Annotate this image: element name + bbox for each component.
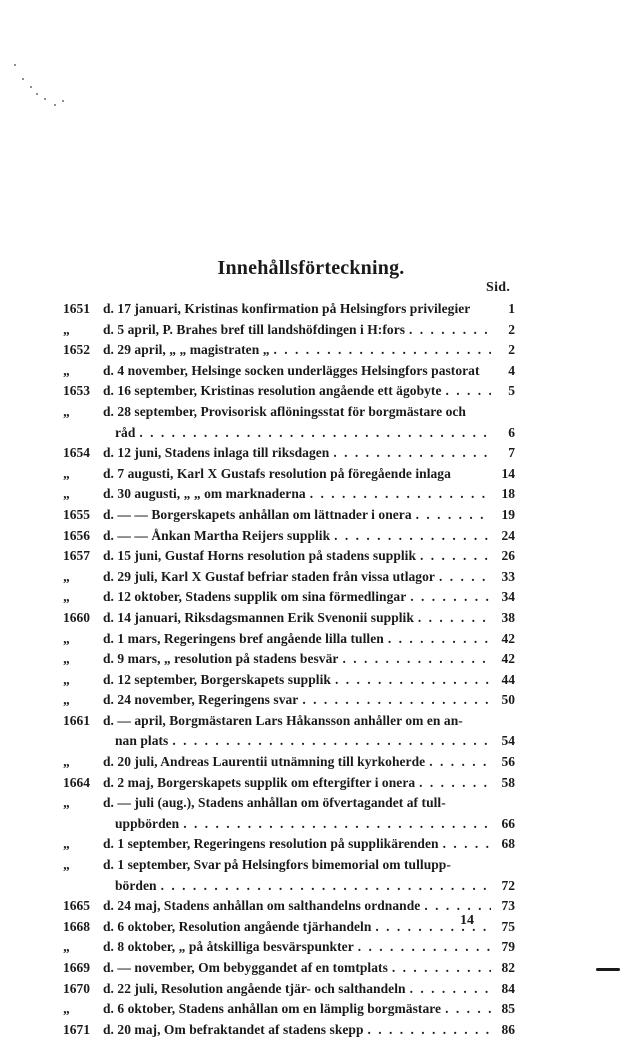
toc-entry-page: 24 [501,527,515,543]
leader-dots [388,958,491,979]
toc-entry-page: 42 [501,651,515,667]
leader-dots [354,937,491,958]
leader-dots [168,731,491,752]
toc-entry-year: 1665 [63,898,90,914]
toc-entry-text: d. 1 mars, Regeringens bref angående lilla tullen [103,630,384,646]
toc-entry-line [103,834,515,855]
leader-dots [157,876,491,897]
toc-entry-text: d. — juli (aug.), Stadens anhållan om öfvertagandet af tull- [103,795,446,811]
toc-entry-body [103,670,515,691]
toc-entry-line [103,690,515,711]
toc-entry-year: 1655 [63,506,90,522]
toc-entry-body [103,299,515,320]
toc-entry-body [103,690,515,711]
toc-entry-line [103,937,515,958]
page-title: Innehållsförteckning. [217,257,405,279]
toc-entry [63,526,515,547]
toc-entry-line [103,567,515,588]
footer-page-number: 14 [460,913,474,928]
margin-dash [596,968,620,971]
toc-entry-year: „ [63,465,70,481]
leader-dots [441,999,491,1020]
toc-entry-line [103,299,515,320]
toc-entry [63,937,515,958]
toc-entry [63,855,515,896]
toc-entry-page: 18 [501,486,515,502]
toc-entry-text: d. 12 september, Borgerskapets supplik [103,671,331,687]
toc-entry [63,958,515,979]
toc-entry-line [103,999,515,1020]
toc-entry-line [103,917,515,938]
toc-entry-page: 1 [508,301,515,316]
toc-entry-page: 38 [501,609,515,625]
toc-entry-line [103,649,515,670]
toc-entry-text: d. 30 augusti, „ „ om marknaderna [103,486,306,502]
toc-entry-text: d. 2 maj, Borgerskapets supplik om eftergifter i onera [103,774,416,790]
toc-entry-line [103,773,515,794]
toc-entry-page: 50 [501,692,515,708]
toc-entry-year: 1668 [63,918,90,934]
toc-entry-body [103,484,515,505]
toc-entry [63,484,515,505]
toc-entry-page: 33 [501,568,515,584]
toc-entry-text: d. 12 oktober, Stadens supplik om sina förmedlingar [103,589,407,605]
toc-entry-text: d. 12 juni, Stadens inlaga till riksdagen [103,445,330,461]
toc-entry [63,711,515,752]
toc-entry-page: 26 [501,548,515,564]
toc-entry-text: uppbörden [115,815,180,831]
toc-entry-page: 6 [508,424,515,440]
toc-entry-text: d. 6 oktober, Resolution angående tjärhandeln [103,918,372,934]
toc-entry-line [103,731,515,752]
leader-dots [298,690,491,711]
toc-entry [63,979,515,1000]
leader-dots [364,1020,491,1040]
scan-specks [0,60,80,120]
toc-entry-year: 1660 [63,609,90,625]
toc-entry-page: 44 [501,671,515,687]
toc-entry-page: 85 [501,1001,515,1017]
toc-entry-body [103,1020,515,1040]
toc-entry-year: 1656 [63,527,90,543]
toc-entry-body [103,443,515,464]
toc-entry-year: „ [63,321,70,337]
toc-entry-line [103,402,515,423]
toc-entry-page: 19 [501,506,515,522]
toc-entry-body [103,711,515,752]
toc-entry-text: d. 24 maj, Stadens anhållan om salthandelns ordnande [103,898,421,914]
leader-dots [405,320,491,341]
toc-entry-year: 1664 [63,774,90,790]
toc-entry-body [103,999,515,1020]
toc-entry [63,361,515,382]
toc-entry-year: 1657 [63,548,90,564]
toc-entry-text: d. 1 september, Svar på Helsingfors bimemorial om tullupp- [103,857,451,873]
toc-entry-body [103,546,515,567]
toc-entry-line [103,608,515,629]
toc-entry-line [103,793,515,814]
toc-entry [63,320,515,341]
toc-entry-line [103,1020,515,1040]
toc-entry-body [103,793,515,834]
leader-dots [414,608,491,629]
toc-entry-text: d. 5 april, P. Brahes bref till landshöfdingen i H:fors [103,321,406,337]
leader-dots [442,381,491,402]
toc-entry-text: d. 16 september, Kristinas resolution angående ett ägobyte [103,383,442,399]
leader-dots [415,773,491,794]
toc-entry-text: d. — — Borgerskapets anhållan om lättnader i onera [103,506,412,522]
toc-entry-body [103,320,515,341]
toc-entry-year: 1661 [63,712,90,728]
toc-entry-line [103,443,515,464]
toc-entry [63,773,515,794]
toc-entry [63,381,515,402]
toc-entry-text: d. 20 juli, Andreas Laurentii utnämning till kyrkoherde [103,754,426,770]
toc-entry-page: 72 [501,877,515,893]
toc-entry-body [103,464,515,485]
toc-entry-text: råd [115,424,136,440]
toc-entry-body [103,587,515,608]
leader-dots [412,505,491,526]
toc-entry-line [103,484,515,505]
toc-entry-text: d. 17 januari, Kristinas konfirmation på Helsingfors privilegier [103,301,471,316]
toc-entry-body [103,361,515,382]
toc-entry-page: 75 [501,918,515,934]
toc-entry-text: d. 9 mars, „ resolution på stadens besvär [103,651,339,667]
leader-dots [270,340,492,361]
toc-entry-page: 68 [501,836,515,852]
toc-entry-text: d. 29 april, „ „ magistraten „ [103,342,270,358]
toc-entry-year: „ [63,362,70,378]
toc-entry [63,587,515,608]
toc-entry-line [103,381,515,402]
toc-entry-text: d. 20 maj, Om befraktandet af stadens skepp [103,1021,364,1037]
toc-entry-body [103,917,515,938]
toc-entry-body [103,834,515,855]
toc-entry-text: d. 24 november, Regeringens svar [103,692,299,708]
toc-entry-year: 1670 [63,980,90,996]
toc-entry-line [103,320,515,341]
toc-entry-body [103,958,515,979]
toc-entry [63,340,515,361]
toc-entry-year: 1669 [63,960,90,975]
toc-entry-body [103,608,515,629]
leader-dots [439,834,491,855]
toc-entry [63,896,515,917]
toc-entry-body [103,567,515,588]
toc-entry-line [103,670,515,691]
toc-entry-text: d. 28 september, Provisorisk aflöningsstat för borgmästare och [103,403,466,419]
toc-entry-page: 34 [501,589,515,605]
toc-entry-text: d. — november, Om bebyggandet af en tomtplats [103,960,388,975]
toc-entry [63,1020,515,1040]
toc-entry-text: d. — april, Borgmästaren Lars Håkansson anhåller om en an- [103,712,463,728]
toc-entry-page: 66 [501,815,515,831]
toc-entry-body [103,896,515,917]
toc-entry-text: d. 7 augusti, Karl X Gustafs resolution på föregående inlaga [103,465,451,481]
toc-entry [63,752,515,773]
toc-entry [63,402,515,443]
leader-dots [406,979,491,1000]
toc-entry-page: 2 [508,342,515,358]
toc-entry [63,690,515,711]
toc-entry-year: „ [63,671,70,687]
toc-entry-page: 58 [501,774,515,790]
toc-entry-page: 42 [501,630,515,646]
toc-entry-line [103,896,515,917]
toc-entry-year: „ [63,1001,70,1017]
toc-entry-page: 54 [501,733,515,749]
toc-entry [63,464,515,485]
toc-entry-line [103,587,515,608]
toc-entry-text: d. 22 juli, Resolution angående tjär- och salthandeln [103,980,406,996]
toc-entry [63,505,515,526]
toc-entry [63,999,515,1020]
toc-entry-year: 1651 [63,301,90,316]
toc-entry-text: d. 1 september, Regeringens resolution på supplikärenden [103,836,439,852]
toc-entry-year: „ [63,857,70,873]
toc-entry-year: „ [63,836,70,852]
leader-dots [179,814,491,835]
toc-entry-body [103,649,515,670]
toc-entry-page: 84 [501,980,515,996]
toc-entry-body [103,773,515,794]
toc-entry-page: 14 [501,465,515,481]
toc-entry-year: „ [63,795,70,811]
toc-entry-line [103,505,515,526]
leader-dots [406,587,491,608]
toc-entry-body [103,629,515,650]
toc-entry-body [103,937,515,958]
toc-entry-page: 79 [501,939,515,955]
toc-entry [63,793,515,834]
toc-entry [63,608,515,629]
toc-entry-year: „ [63,486,70,502]
toc-entry-text: börden [115,877,157,893]
leader-dots [135,423,491,444]
leader-dots [306,484,491,505]
toc-entry-line [103,629,515,650]
table-of-contents [63,299,515,1040]
toc-entry-line [103,526,515,547]
toc-entry-year: „ [63,630,70,646]
toc-entry-text: d. 6 oktober, Stadens anhållan om en lämplig borgmästare [103,1001,442,1017]
toc-entry-line [103,361,515,382]
toc-entry-year: 1652 [63,342,90,358]
toc-entry-body [103,752,515,773]
leader-dots [416,546,491,567]
toc-entry-text: nan plats [115,733,169,749]
toc-entry-line [103,464,515,485]
toc-entry-page: 82 [501,960,515,975]
toc-entry-line [103,814,515,835]
toc-entry-body [103,526,515,547]
toc-entry-page: 86 [501,1021,515,1037]
leader-dots [435,567,491,588]
toc-entry-text: d. — — Ånkan Martha Reijers supplik [103,527,331,543]
toc-entry [63,567,515,588]
toc-entry-body [103,381,515,402]
toc-entry [63,629,515,650]
toc-entry-year: „ [63,939,70,955]
toc-entry-line [103,752,515,773]
toc-entry-page: 5 [508,383,515,399]
toc-entry-page: 7 [508,445,515,461]
toc-entry-body [103,979,515,1000]
toc-entry-text: d. 15 juni, Gustaf Horns resolution på stadens supplik [103,548,417,564]
toc-entry-year: 1654 [63,445,90,461]
toc-entry-line [103,340,515,361]
toc-entry-page: 4 [508,362,515,378]
toc-entry-text: d. 4 november, Helsinge socken underlägges Helsingfors pastorat [103,362,480,378]
toc-entry-line [103,958,515,979]
toc-entry-year: „ [63,403,70,419]
toc-entry-text: d. 8 oktober, „ på åtskilliga besvärspunkter [103,939,354,955]
toc-entry-year: „ [63,692,70,708]
toc-entry-line [103,423,515,444]
toc-entry [63,443,515,464]
toc-entry-year: „ [63,651,70,667]
toc-entry-text: d. 14 januari, Riksdagsmannen Erik Svenonii supplik [103,609,414,625]
toc-entry-page: 56 [501,754,515,770]
leader-dots [331,670,491,691]
toc-entry-line [103,876,515,897]
toc-entry-year: 1653 [63,383,90,399]
toc-entry [63,649,515,670]
toc-entry-year: 1671 [63,1021,90,1037]
toc-entry [63,670,515,691]
toc-entry-body [103,402,515,443]
leader-dots [384,629,491,650]
page-column-label: Sid. [486,280,511,295]
leader-dots [425,752,491,773]
leader-dots [330,526,491,547]
toc-entry-line [103,979,515,1000]
leader-dots [420,896,491,917]
toc-entry-body [103,505,515,526]
toc-entry-year: „ [63,589,70,605]
toc-entry-page: 2 [508,321,515,337]
toc-entry-page: 73 [501,898,515,914]
toc-entry-body [103,340,515,361]
toc-entry-line [103,546,515,567]
toc-entry-line [103,855,515,876]
toc-entry-year: „ [63,754,70,770]
leader-dots [338,649,491,670]
toc-entry [63,834,515,855]
toc-entry-year: „ [63,568,70,584]
toc-entry-body [103,855,515,896]
toc-entry [63,546,515,567]
toc-entry [63,917,515,938]
toc-entry-text: d. 29 juli, Karl X Gustaf befriar staden från vissa utlagor [103,568,435,584]
leader-dots [329,443,491,464]
toc-entry [63,299,515,320]
toc-entry-line [103,711,515,732]
